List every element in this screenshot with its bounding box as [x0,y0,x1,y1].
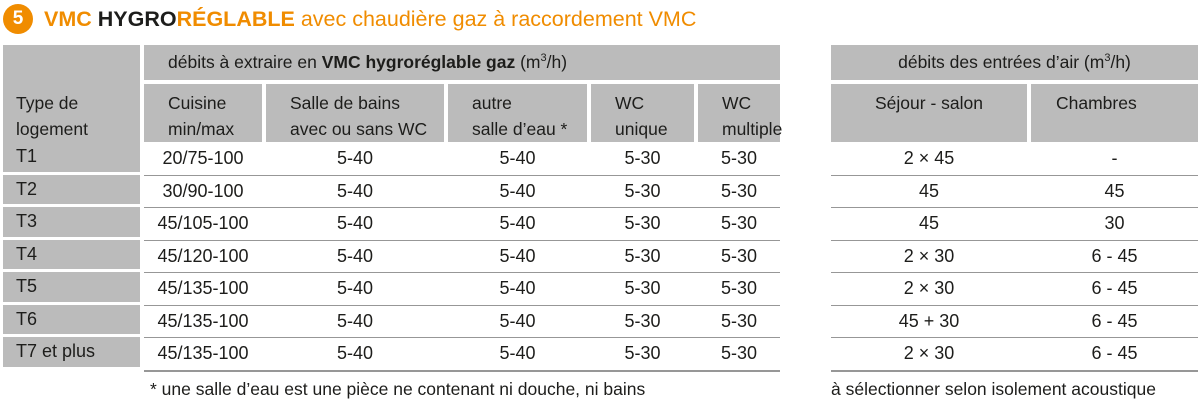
extract-cell-T7 et plus-2: 5-40 [336,343,374,364]
air-row-T1 [831,142,1198,175]
air-row-T3 [831,207,1198,240]
extract-group-unit-suffix: /h) [546,52,568,72]
air-cell-T1-2: - [1111,147,1118,168]
extract-cell-T4-1: 45/120-100 [157,245,249,266]
page-title [44,7,696,32]
air-cell-T5-1: 2 × 30 [903,278,955,299]
extract-cell-T7 et plus-4: 5-30 [624,343,661,364]
extract-row-T6 [144,305,780,338]
header-line2: multiple [722,119,783,139]
title-seg-vmc: VMC [44,6,98,31]
extract-cell-T5-3: 5-40 [499,278,536,299]
extract-column-header-1 [144,84,262,142]
title-seg-reglable: RÉGLABLE [176,6,295,31]
extract-cell-T2-1: 30/90-100 [162,180,244,201]
extract-cell-T1-4: 5-30 [624,147,661,168]
air-cell-T3-1: 45 [918,213,940,234]
row-header-T3: T3 [3,207,140,237]
extract-cell-T7 et plus-5: 5-30 [720,343,758,364]
extract-cell-T6-2: 5-40 [336,310,374,331]
air-cell-T4-2: 6 - 45 [1091,245,1138,266]
extract-cell-T4-3: 5-40 [499,245,536,266]
header-line1: WC [722,93,752,113]
extract-cell-T6-4: 5-30 [624,310,661,331]
header-line1: Cuisine [168,93,227,113]
air-cell-T5-2: 6 - 45 [1091,278,1138,299]
air-column-headers [831,84,1198,142]
extract-cell-T3-4: 5-30 [624,213,661,234]
air-rows [831,142,1198,372]
air-cell-T2-2: 45 [1104,180,1125,201]
extract-cell-T4-4: 5-30 [624,245,661,266]
extract-cell-T1-5: 5-30 [720,147,758,168]
extract-group-prefix: débits à extraire en [168,52,322,72]
header-line1: autre [472,93,512,113]
extract-row-T1 [144,142,780,175]
extract-cell-T5-2: 5-40 [336,278,374,299]
header-line2: min/max [168,119,235,139]
extract-column-header-2 [266,84,444,142]
air-cell-T7 et plus-2: 6 - 45 [1091,343,1138,364]
air-group-sup: 3 [1104,52,1111,65]
extract-cell-T7 et plus-1: 45/135-100 [157,343,249,364]
footnote-acoustique: à sélectionner selon isolement acoustique [831,379,1156,399]
row-header-T2: T2 [3,175,140,205]
air-group-prefix: débits des entrées d’air (m [898,52,1105,72]
air-row-T2 [831,175,1198,208]
air-row-T5 [831,272,1198,305]
extract-cell-T6-3: 5-40 [499,310,536,331]
row-header-T4: T4 [3,240,140,270]
air-cell-T1-1: 2 × 45 [903,147,955,168]
extract-row-T3 [144,207,780,240]
column-header-chambres: Chambres [1031,84,1198,142]
column-header-type-logement [3,45,140,142]
air-cell-T6-2: 6 - 45 [1091,310,1138,331]
row-header-T6: T6 [3,305,140,335]
row-header-cells [3,142,140,370]
extract-cell-T2-2: 5-40 [336,180,374,201]
extract-cell-T2-4: 5-30 [624,180,661,201]
air-group-header [831,45,1198,80]
header-line2: avec ou sans WC [290,119,428,139]
extract-cell-T5-4: 5-30 [624,278,661,299]
row-header-T5: T5 [3,272,140,302]
air-row-T4 [831,240,1198,273]
extract-cell-T1-2: 5-40 [336,147,374,168]
extract-rows [144,142,780,372]
row-header-T1: T1 [3,142,140,172]
extract-column-header-3 [448,84,587,142]
extract-cell-T6-1: 45/135-100 [157,310,249,331]
section-title [3,4,696,34]
extract-column-header-5 [698,84,783,142]
extract-group-unit-prefix: (m [515,52,541,72]
header-line2: salle d’eau * [472,119,568,139]
extract-cell-T4-2: 5-40 [336,245,374,266]
air-group-suffix: /h) [1110,52,1131,72]
extract-cell-T7 et plus-3: 5-40 [499,343,536,364]
extract-row-T7 et plus [144,337,780,370]
extract-group-header [144,45,780,80]
extract-column-header-4 [591,84,694,142]
air-row-T7 et plus [831,337,1198,370]
extract-cell-T2-5: 5-30 [720,180,758,201]
air-cell-T3-2: 30 [1104,213,1125,234]
extract-cell-T3-2: 5-40 [336,213,374,234]
header-line2: unique [615,119,668,139]
extract-cell-T4-5: 5-30 [720,245,758,266]
footnote-salle-eau: * une salle d’eau est une pièce ne contenant ni douche, ni bains [150,379,646,399]
extract-cell-T5-1: 45/135-100 [157,278,249,299]
extract-cell-T3-5: 5-30 [720,213,758,234]
header-line1: Salle de bains [290,93,400,113]
type-header-line1: Type de [16,93,79,113]
row-header-T7 et plus: T7 et plus [3,337,140,367]
extract-cell-T2-3: 5-40 [499,180,536,201]
extract-cell-T6-5: 5-30 [720,310,758,331]
tables-area [3,45,1198,372]
extract-group-unit-sup: 3 [540,52,547,65]
section-number-badge: 5 [3,4,33,34]
type-header-line2: logement [16,119,88,139]
extract-cell-T3-3: 5-40 [499,213,536,234]
air-cell-T7 et plus-1: 2 × 30 [903,343,955,364]
air-cell-T2-1: 45 [918,180,940,201]
extract-column-headers [144,84,783,142]
extract-rates-table [3,45,783,372]
air-cell-T4-1: 2 × 30 [903,245,955,266]
extract-cell-T1-1: 20/75-100 [162,147,244,168]
air-row-T6 [831,305,1198,338]
extract-row-T2 [144,175,780,208]
title-seg-hygro: HYGRO [97,6,177,31]
extract-row-T4 [144,240,780,273]
extract-cell-T1-3: 5-40 [499,147,536,168]
extract-data-column [144,45,783,372]
column-header-sejour-salon: Séjour - salon [831,84,1027,142]
extract-row-T5 [144,272,780,305]
air-cell-T6-1: 45 + 30 [898,310,960,331]
type-logement-column [3,45,140,372]
title-seg-subtitle: avec chaudière gaz à raccordement VMC [294,6,697,31]
header-line1: WC [615,93,645,113]
extract-group-bold: VMC hygroréglable gaz [321,52,516,72]
extract-cell-T5-5: 5-30 [720,278,758,299]
air-inlets-table [831,45,1198,372]
extract-cell-T3-1: 45/105-100 [157,213,249,234]
